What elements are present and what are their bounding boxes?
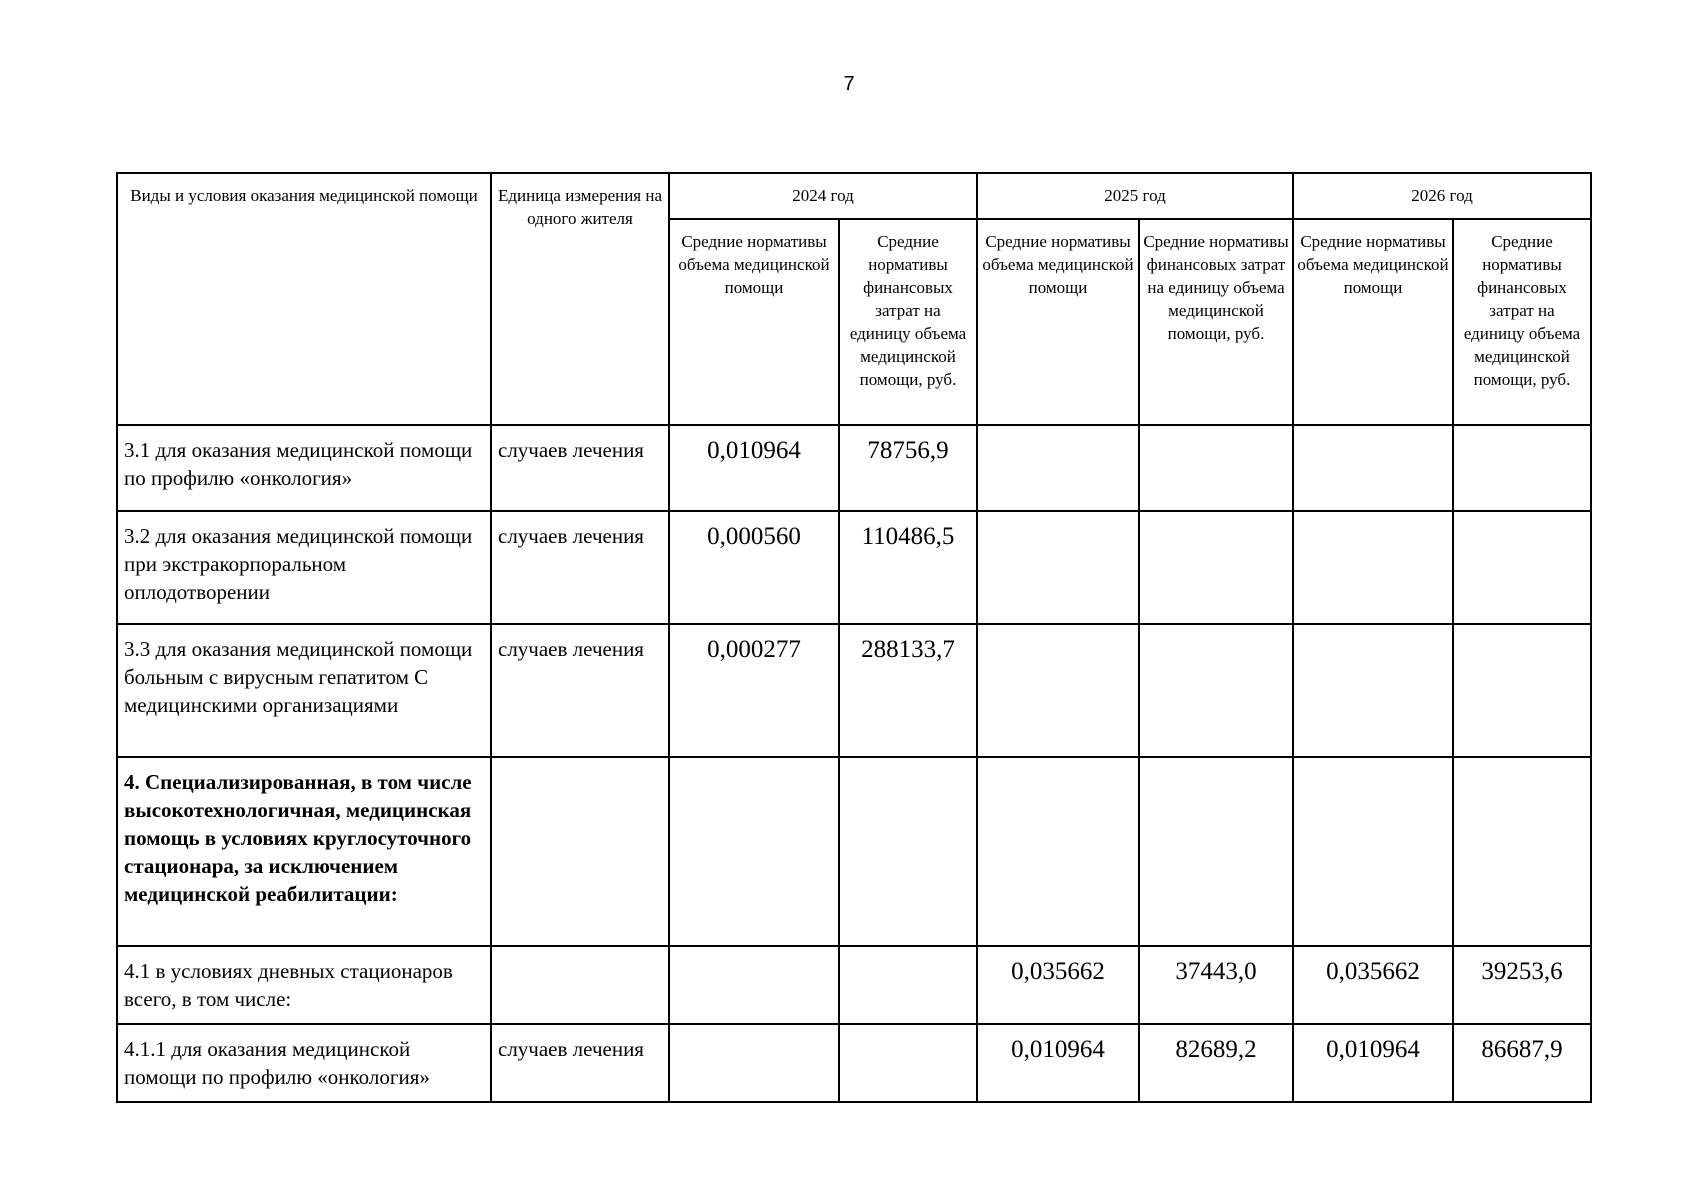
cost-2025-cell <box>1139 511 1293 624</box>
volume-2025-cell: 0,010964 <box>977 1024 1139 1102</box>
row-unit: случаев лечения <box>491 1024 669 1102</box>
table-row <box>117 425 1591 511</box>
cost-2026-cell: 86687,9 <box>1453 1024 1591 1102</box>
volume-2025-cell <box>977 757 1139 946</box>
row-name: 4.1.1 для оказания медицинской помощи по профилю «онкология» <box>117 1024 491 1102</box>
row-unit: случаев лечения <box>491 511 669 624</box>
table-row <box>117 511 1591 624</box>
header-row-years <box>117 173 1591 219</box>
row-unit <box>491 757 669 946</box>
volume-2026-cell: 0,010964 <box>1293 1024 1453 1102</box>
row-name: 3.3 для оказания медицинской помощи больным с вирусным гепатитом С медицинскими организациями <box>117 624 491 757</box>
cost-2024-cell <box>839 1024 977 1102</box>
section-heading: 4. Специализированная, в том числе высокотехнологичная, медицинская помощь в условиях круглосуточного стационара, за исключением медицинской реабилитации: <box>117 757 491 946</box>
page-number: 7 <box>843 73 855 95</box>
cost-2026-cell <box>1453 624 1591 757</box>
volume-2025-cell <box>977 425 1139 511</box>
row-name: 3.2 для оказания медицинской помощи при экстракорпоральном оплодотворении <box>117 511 491 624</box>
cost-2025-cell <box>1139 624 1293 757</box>
volume-2024-cell <box>669 757 839 946</box>
table-row <box>117 757 1591 946</box>
header-year-2025: 2025 год <box>977 173 1293 219</box>
header-volume-2025: Средние нормативы объема медицинской помощи <box>977 219 1139 425</box>
table-row <box>117 946 1591 1024</box>
volume-2025-cell: 0,035662 <box>977 946 1139 1024</box>
cost-2026-cell <box>1453 425 1591 511</box>
cost-2025-cell <box>1139 425 1293 511</box>
header-volume-2026: Средние нормативы объема медицинской помощи <box>1293 219 1453 425</box>
cost-2024-cell <box>839 946 977 1024</box>
table-row <box>117 1024 1591 1102</box>
volume-2024-cell: 0,010964 <box>669 425 839 511</box>
row-unit <box>491 946 669 1024</box>
cost-2024-cell: 288133,7 <box>839 624 977 757</box>
cost-2026-cell: 39253,6 <box>1453 946 1591 1024</box>
header-cost-2025: Средние нормативы финансовых затрат на единицу объема медицинской помощи, руб. <box>1139 219 1293 425</box>
row-unit: случаев лечения <box>491 624 669 757</box>
volume-2026-cell <box>1293 757 1453 946</box>
volume-2024-cell <box>669 946 839 1024</box>
volume-2026-cell: 0,035662 <box>1293 946 1453 1024</box>
volume-2026-cell <box>1293 425 1453 511</box>
cost-2024-cell <box>839 757 977 946</box>
cost-2025-cell: 82689,2 <box>1139 1024 1293 1102</box>
header-cost-2026: Средние нормативы финансовых затрат на единицу объема медицинской помощи, руб. <box>1453 219 1591 425</box>
row-unit: случаев лечения <box>491 425 669 511</box>
volume-2024-cell: 0,000277 <box>669 624 839 757</box>
cost-2024-cell: 110486,5 <box>839 511 977 624</box>
norms-table <box>116 172 1592 1103</box>
header-unit: Единица измерения на одного жителя <box>491 173 669 425</box>
table-row <box>117 624 1591 757</box>
volume-2024-cell: 0,000560 <box>669 511 839 624</box>
row-name: 4.1 в условиях дневных стационаров всего, в том числе: <box>117 946 491 1024</box>
cost-2026-cell <box>1453 757 1591 946</box>
volume-2025-cell <box>977 511 1139 624</box>
cost-2025-cell: 37443,0 <box>1139 946 1293 1024</box>
header-year-2026: 2026 год <box>1293 173 1591 219</box>
header-volume-2024: Средние нормативы объема медицинской помощи <box>669 219 839 425</box>
header-kind: Виды и условия оказания медицинской помощи <box>117 173 491 425</box>
volume-2025-cell <box>977 624 1139 757</box>
volume-2026-cell <box>1293 511 1453 624</box>
row-name: 3.1 для оказания медицинской помощи по профилю «онкология» <box>117 425 491 511</box>
volume-2024-cell <box>669 1024 839 1102</box>
cost-2024-cell: 78756,9 <box>839 425 977 511</box>
volume-2026-cell <box>1293 624 1453 757</box>
cost-2025-cell <box>1139 757 1293 946</box>
cost-2026-cell <box>1453 511 1591 624</box>
header-cost-2024: Средние нормативы финансовых затрат на единицу объема медицинской помощи, руб. <box>839 219 977 425</box>
header-year-2024: 2024 год <box>669 173 977 219</box>
